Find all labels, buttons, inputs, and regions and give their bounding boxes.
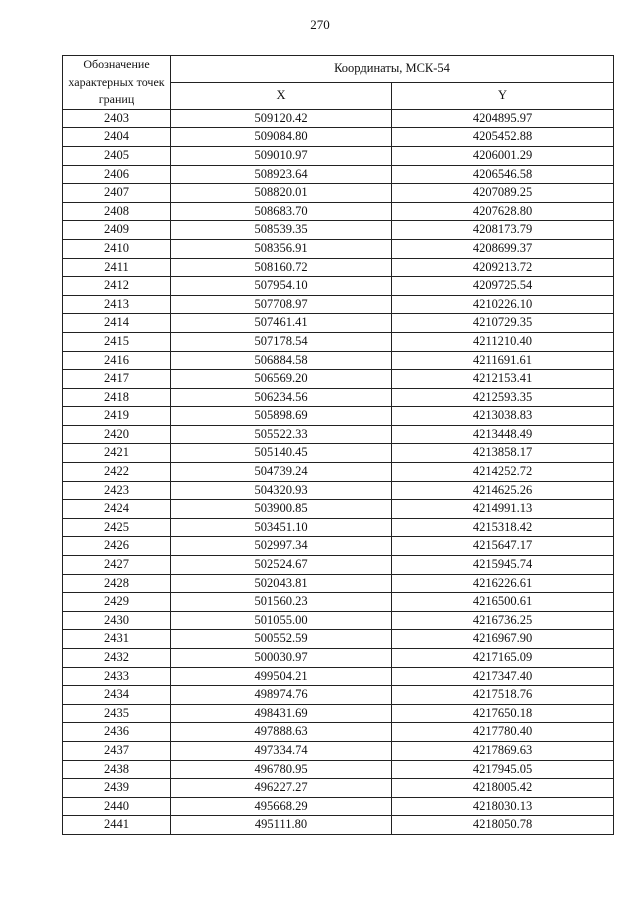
cell-point-id: 2403: [63, 109, 171, 128]
cell-y: 4217780.40: [392, 723, 614, 742]
cell-point-id: 2422: [63, 463, 171, 482]
table-row: [63, 574, 614, 593]
cell-point-id: 2409: [63, 221, 171, 240]
cell-x: 502524.67: [171, 556, 392, 575]
cell-y: 4217650.18: [392, 704, 614, 723]
table-row: [63, 556, 614, 575]
table-row: [63, 741, 614, 760]
cell-point-id: 2415: [63, 332, 171, 351]
cell-point-id: 2434: [63, 686, 171, 705]
cell-point-id: 2425: [63, 518, 171, 537]
cell-x: 507708.97: [171, 295, 392, 314]
table-row: [63, 109, 614, 128]
cell-point-id: 2441: [63, 816, 171, 835]
cell-point-id: 2404: [63, 128, 171, 147]
cell-y: 4212593.35: [392, 388, 614, 407]
cell-point-id: 2420: [63, 425, 171, 444]
cell-y: 4218005.42: [392, 779, 614, 798]
cell-y: 4204895.97: [392, 109, 614, 128]
cell-point-id: 2440: [63, 797, 171, 816]
table-row: [63, 500, 614, 519]
cell-y: 4218050.78: [392, 816, 614, 835]
coordinates-table: [62, 55, 614, 835]
table-row: [63, 146, 614, 165]
cell-y: 4212153.41: [392, 370, 614, 389]
cell-point-id: 2438: [63, 760, 171, 779]
cell-point-id: 2421: [63, 444, 171, 463]
table-row: [63, 314, 614, 333]
table-row: [63, 239, 614, 258]
cell-x: 503900.85: [171, 500, 392, 519]
cell-x: 507954.10: [171, 277, 392, 296]
table-row: [63, 128, 614, 147]
cell-x: 509084.80: [171, 128, 392, 147]
cell-x: 505522.33: [171, 425, 392, 444]
cell-y: 4217165.09: [392, 649, 614, 668]
cell-x: 502997.34: [171, 537, 392, 556]
cell-x: 508356.91: [171, 239, 392, 258]
cell-x: 498974.76: [171, 686, 392, 705]
cell-x: 497334.74: [171, 741, 392, 760]
cell-point-id: 2410: [63, 239, 171, 258]
table-row: [63, 221, 614, 240]
cell-x: 495111.80: [171, 816, 392, 835]
cell-x: 508820.01: [171, 184, 392, 203]
cell-y: 4217518.76: [392, 686, 614, 705]
table-row: [63, 370, 614, 389]
cell-point-id: 2424: [63, 500, 171, 519]
cell-y: 4208699.37: [392, 239, 614, 258]
table-row: [63, 165, 614, 184]
table-row: [63, 202, 614, 221]
cell-x: 496227.27: [171, 779, 392, 798]
cell-x: 502043.81: [171, 574, 392, 593]
cell-x: 498431.69: [171, 704, 392, 723]
cell-x: 505898.69: [171, 407, 392, 426]
table-row: [63, 649, 614, 668]
cell-x: 509010.97: [171, 146, 392, 165]
cell-x: 506884.58: [171, 351, 392, 370]
cell-x: 508923.64: [171, 165, 392, 184]
table-row: [63, 760, 614, 779]
cell-point-id: 2408: [63, 202, 171, 221]
cell-y: 4207089.25: [392, 184, 614, 203]
table-row: [63, 332, 614, 351]
cell-y: 4206001.29: [392, 146, 614, 165]
table-row: [63, 444, 614, 463]
cell-x: 500552.59: [171, 630, 392, 649]
cell-y: 4214991.13: [392, 500, 614, 519]
table-row: [63, 481, 614, 500]
cell-y: 4216226.61: [392, 574, 614, 593]
cell-x: 505140.45: [171, 444, 392, 463]
cell-y: 4209725.54: [392, 277, 614, 296]
cell-point-id: 2432: [63, 649, 171, 668]
table-row: [63, 388, 614, 407]
cell-y: 4205452.88: [392, 128, 614, 147]
cell-y: 4214252.72: [392, 463, 614, 482]
cell-y: 4213038.83: [392, 407, 614, 426]
cell-point-id: 2416: [63, 351, 171, 370]
cell-y: 4208173.79: [392, 221, 614, 240]
cell-y: 4215945.74: [392, 556, 614, 575]
table-row: [63, 779, 614, 798]
table-row: [63, 816, 614, 835]
cell-x: 508539.35: [171, 221, 392, 240]
cell-x: 507178.54: [171, 332, 392, 351]
cell-y: 4217945.05: [392, 760, 614, 779]
cell-point-id: 2412: [63, 277, 171, 296]
table-row: [63, 704, 614, 723]
header-x: X: [171, 82, 392, 109]
cell-y: 4214625.26: [392, 481, 614, 500]
table-row: [63, 611, 614, 630]
cell-x: 499504.21: [171, 667, 392, 686]
table-row: [63, 723, 614, 742]
table-row: [63, 463, 614, 482]
cell-point-id: 2423: [63, 481, 171, 500]
cell-x: 504739.24: [171, 463, 392, 482]
cell-x: 508160.72: [171, 258, 392, 277]
cell-x: 506234.56: [171, 388, 392, 407]
cell-point-id: 2435: [63, 704, 171, 723]
header-point-id: Обозначение характерных точек границ: [63, 56, 171, 110]
page-number: 270: [310, 17, 330, 32]
table-row: [63, 537, 614, 556]
cell-y: 4216736.25: [392, 611, 614, 630]
table-row: [63, 630, 614, 649]
cell-point-id: 2439: [63, 779, 171, 798]
cell-point-id: 2413: [63, 295, 171, 314]
table-row: [63, 425, 614, 444]
cell-x: 497888.63: [171, 723, 392, 742]
cell-x: 504320.93: [171, 481, 392, 500]
cell-point-id: 2418: [63, 388, 171, 407]
cell-y: 4211210.40: [392, 332, 614, 351]
cell-point-id: 2428: [63, 574, 171, 593]
cell-x: 508683.70: [171, 202, 392, 221]
cell-point-id: 2433: [63, 667, 171, 686]
table-row: [63, 518, 614, 537]
cell-x: 501055.00: [171, 611, 392, 630]
cell-point-id: 2419: [63, 407, 171, 426]
header-y: Y: [392, 82, 614, 109]
cell-point-id: 2426: [63, 537, 171, 556]
cell-point-id: 2430: [63, 611, 171, 630]
cell-y: 4210226.10: [392, 295, 614, 314]
cell-y: 4218030.13: [392, 797, 614, 816]
cell-point-id: 2417: [63, 370, 171, 389]
cell-y: 4213448.49: [392, 425, 614, 444]
cell-x: 506569.20: [171, 370, 392, 389]
cell-point-id: 2407: [63, 184, 171, 203]
cell-point-id: 2414: [63, 314, 171, 333]
cell-x: 509120.42: [171, 109, 392, 128]
table-header: [63, 56, 614, 110]
cell-y: 4209213.72: [392, 258, 614, 277]
table-row: [63, 797, 614, 816]
cell-y: 4206546.58: [392, 165, 614, 184]
cell-y: 4216500.61: [392, 593, 614, 612]
cell-point-id: 2429: [63, 593, 171, 612]
table-row: [63, 277, 614, 296]
cell-y: 4217347.40: [392, 667, 614, 686]
cell-x: 500030.97: [171, 649, 392, 668]
cell-x: 501560.23: [171, 593, 392, 612]
table-row: [63, 184, 614, 203]
table-row: [63, 593, 614, 612]
cell-y: 4211691.61: [392, 351, 614, 370]
cell-point-id: 2411: [63, 258, 171, 277]
cell-x: 507461.41: [171, 314, 392, 333]
cell-point-id: 2437: [63, 741, 171, 760]
cell-point-id: 2406: [63, 165, 171, 184]
cell-x: 496780.95: [171, 760, 392, 779]
cell-y: 4207628.80: [392, 202, 614, 221]
table-row: [63, 407, 614, 426]
cell-y: 4215647.17: [392, 537, 614, 556]
header-coordinates-group: Координаты, МСК-54: [171, 56, 614, 83]
cell-y: 4217869.63: [392, 741, 614, 760]
table-row: [63, 351, 614, 370]
table-row: [63, 258, 614, 277]
table-row: [63, 667, 614, 686]
cell-x: 495668.29: [171, 797, 392, 816]
cell-y: 4216967.90: [392, 630, 614, 649]
cell-y: 4215318.42: [392, 518, 614, 537]
table-row: [63, 295, 614, 314]
cell-y: 4210729.35: [392, 314, 614, 333]
cell-point-id: 2427: [63, 556, 171, 575]
cell-point-id: 2436: [63, 723, 171, 742]
table-body: [63, 109, 614, 834]
cell-point-id: 2405: [63, 146, 171, 165]
cell-x: 503451.10: [171, 518, 392, 537]
cell-y: 4213858.17: [392, 444, 614, 463]
cell-point-id: 2431: [63, 630, 171, 649]
table-row: [63, 686, 614, 705]
